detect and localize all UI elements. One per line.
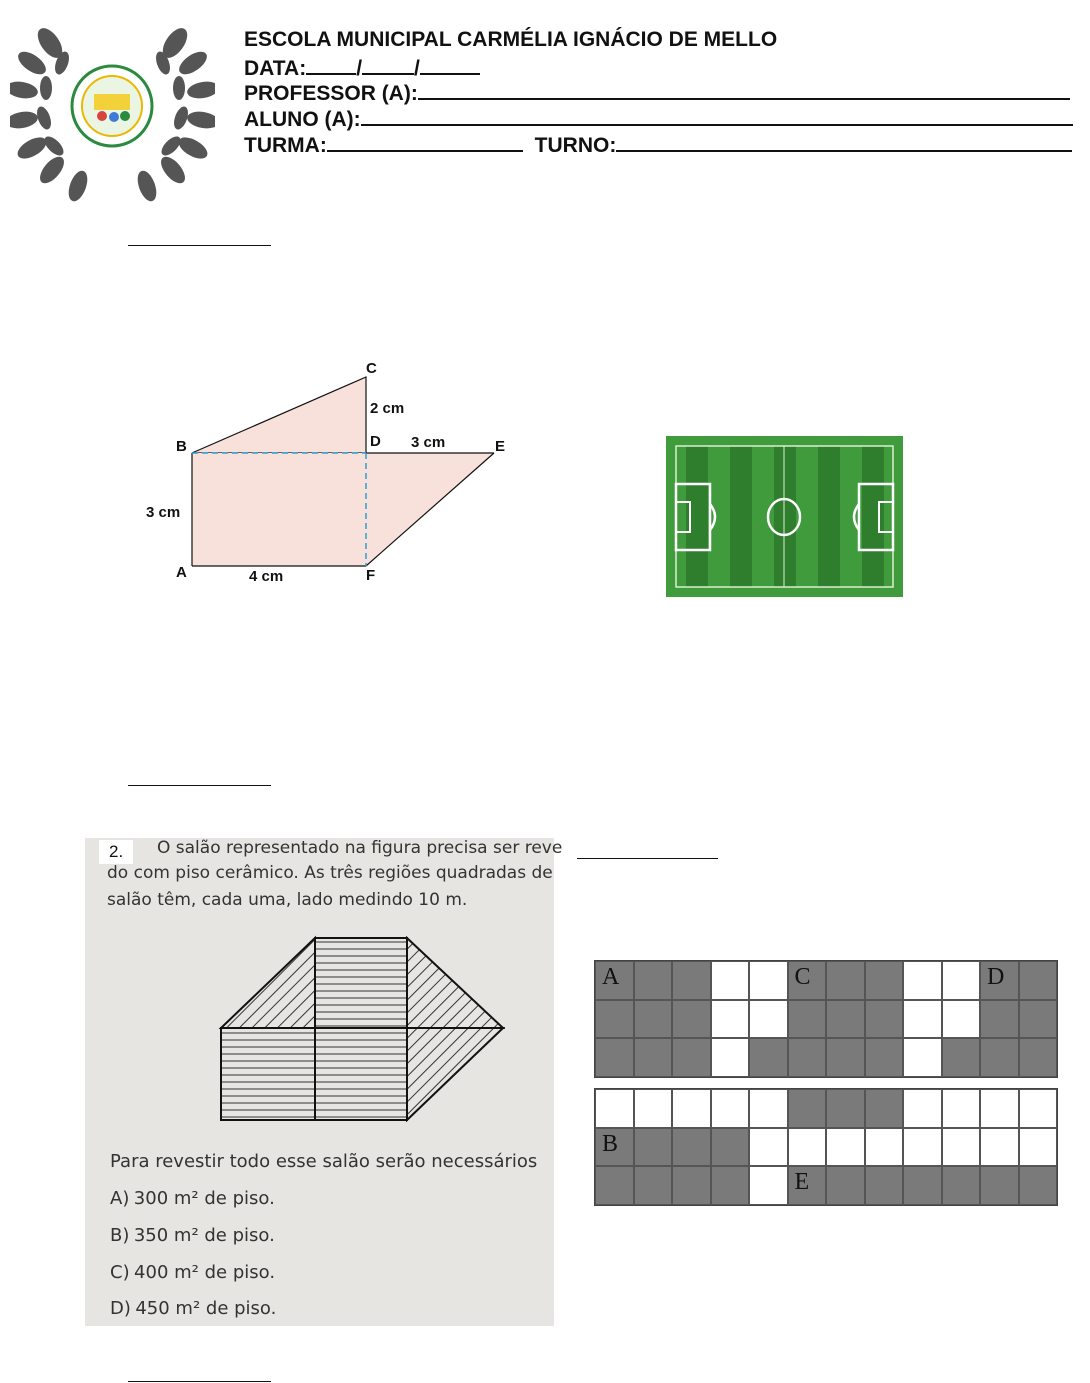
option-c[interactable]: C) 400 m² de piso. xyxy=(110,1262,276,1283)
point-c: C xyxy=(366,360,377,377)
section-rule-3 xyxy=(577,858,718,859)
day-field[interactable] xyxy=(306,55,356,75)
class-field[interactable] xyxy=(327,132,523,152)
school-name: ESCOLA MUNICIPAL CARMÉLIA IGNÁCIO DE MELLO xyxy=(244,28,778,51)
composite-polygon-figure xyxy=(140,355,520,595)
rectangle-abdf xyxy=(192,453,366,566)
option-b[interactable]: B) 350 m² de piso. xyxy=(110,1225,275,1246)
teacher-label: PROFESSOR (A): xyxy=(244,82,418,105)
soccer-field-icon xyxy=(666,436,903,597)
date-sep-2: / xyxy=(414,57,420,80)
dim-ab: 3 cm xyxy=(146,504,181,521)
region-label-a: A xyxy=(602,964,620,990)
laurel-wreath-icon xyxy=(10,18,215,203)
option-a[interactable]: A) 300 m² de piso. xyxy=(110,1188,275,1209)
region-label-d: D xyxy=(987,964,1005,990)
section-rule-2 xyxy=(128,785,271,786)
school-logo xyxy=(10,18,215,203)
shift-field[interactable] xyxy=(616,132,1072,152)
question-line-3: salão têm, cada uma, lado medindo 10 m. xyxy=(107,890,468,910)
section-rule-4 xyxy=(128,1381,271,1382)
region-label-b: B xyxy=(602,1130,619,1157)
shift-label: TURNO: xyxy=(534,134,617,157)
region-label-c: C xyxy=(794,964,811,990)
dim-af: 4 cm xyxy=(249,568,284,585)
class-line xyxy=(244,132,1072,158)
student-line xyxy=(244,106,1073,132)
date-line xyxy=(244,55,480,81)
tile-grid-top xyxy=(594,960,1058,1078)
region-label-e: E xyxy=(794,1169,810,1196)
question-line-1: O salão representado na figura precisa ser reve xyxy=(157,838,563,858)
option-d[interactable]: D) 450 m² de piso. xyxy=(110,1298,277,1319)
dim-de: 3 cm xyxy=(411,434,446,451)
student-label: ALUNO (A): xyxy=(244,108,361,131)
month-field[interactable] xyxy=(362,55,414,75)
teacher-line xyxy=(244,80,1070,106)
point-d: D xyxy=(370,433,381,450)
teacher-field[interactable] xyxy=(418,80,1070,100)
question-2-photo xyxy=(85,838,563,1326)
point-a: A xyxy=(176,564,187,581)
question-prompt: Para revestir todo esse salão serão necessários xyxy=(110,1151,538,1172)
section-rule-1 xyxy=(128,245,271,246)
point-b: B xyxy=(176,438,187,455)
question-number: 2. xyxy=(99,840,133,864)
triangle-bcd xyxy=(192,377,366,453)
question-line-2: do com piso cerâmico. As três regiões quadradas de xyxy=(107,863,553,883)
point-e: E xyxy=(495,438,506,455)
tile-grid-bottom xyxy=(594,1088,1058,1206)
student-field[interactable] xyxy=(361,106,1073,126)
year-field[interactable] xyxy=(420,55,480,75)
date-sep-1: / xyxy=(356,57,363,80)
dim-cd: 2 cm xyxy=(370,400,405,417)
date-label: DATA: xyxy=(244,57,307,80)
point-f: F xyxy=(366,567,376,584)
hall-floor-plan xyxy=(215,932,505,1132)
class-label: TURMA: xyxy=(244,134,327,157)
